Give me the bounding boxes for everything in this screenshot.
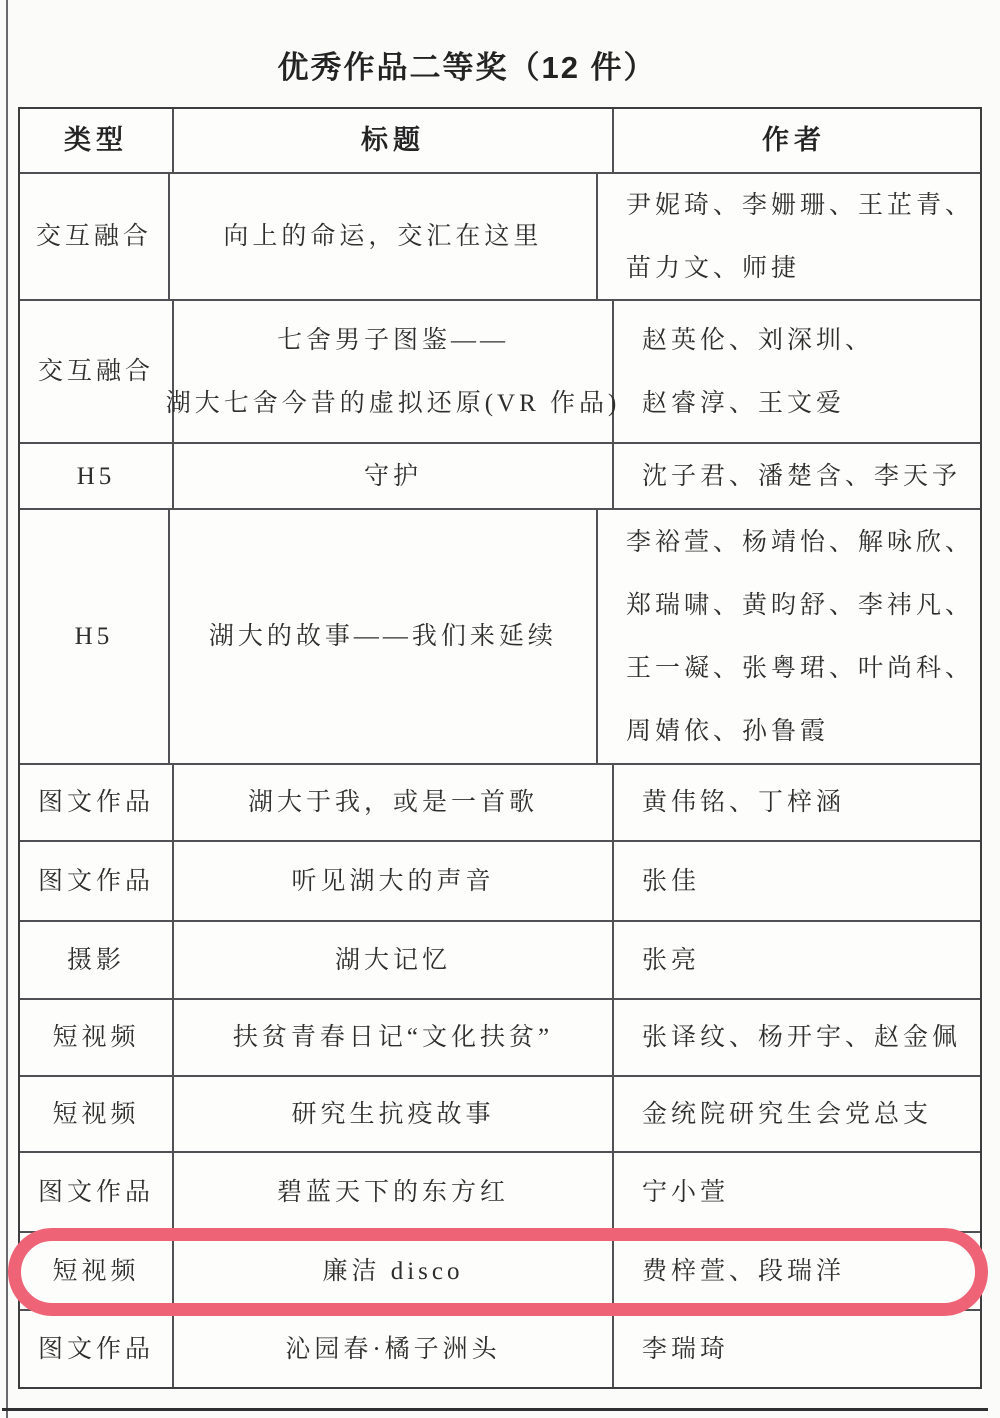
row-author-cell [598,174,980,299]
row-title-cell [174,1153,614,1231]
row-type-cell [20,174,170,299]
row-author-cell [614,922,980,998]
row-author-cell-line: 苗力文、师捷 [625,254,800,282]
table-row-highlighted [20,1233,980,1311]
row-title-cell [174,444,614,508]
row-author-cell [614,1077,980,1151]
row-title-cell [174,1000,614,1075]
header-title: 标题 [174,109,614,172]
row-author-cell [614,765,980,840]
table-row [20,922,980,1000]
row-author-cell-line: 张译纹、杨开宇、赵金佩 [642,1024,962,1051]
row-type-cell-line: 短视频 [52,1257,140,1285]
row-title-cell [174,765,614,840]
table-row [20,444,980,510]
row-title-cell [174,1311,614,1387]
row-author-cell [614,1233,980,1309]
table-row [20,174,980,301]
row-author-cell-line: 李瑞琦 [642,1335,730,1363]
row-type-cell [20,1311,174,1387]
row-type-cell [20,301,174,442]
table-body [20,174,980,1387]
table-row [20,1000,980,1077]
row-author-cell-line: 郑瑞啸、黄昀舒、李祎凡、 [625,591,974,619]
row-title-cell [174,1077,614,1151]
row-type-cell-line: 摄影 [66,946,125,974]
award-table [18,107,982,1389]
row-type-cell-line: 图文作品 [37,1178,154,1206]
row-author-cell-line: 赵英伦、刘深圳、 [642,326,875,354]
row-title-cell-line: 湖大记忆 [334,946,451,974]
row-type-cell-line: 图文作品 [37,867,154,895]
row-type-cell [20,922,174,998]
row-title-cell-line: 碧蓝天下的东方红 [276,1178,509,1206]
header-author: 作者 [762,125,826,155]
row-title-cell-line: 廉洁 disco [322,1257,464,1285]
row-type-cell [20,765,174,840]
table-row [20,765,980,842]
row-title-cell-line: 向上的命运，交汇在这里 [223,223,543,250]
row-title-cell [170,174,598,299]
row-author-cell-line: 王一凝、张粤珺、叶尚科、 [625,654,974,682]
table-row [20,301,980,444]
table-row [20,842,980,922]
page-edge-line [6,0,8,1418]
row-author-cell-line: 尹妮琦、李姗珊、王芷青、 [625,191,974,219]
row-author-cell [598,510,980,763]
row-type-cell-line: 交互融合 [35,223,152,250]
row-author-cell [614,301,980,442]
row-author-cell [614,1000,980,1075]
row-author-cell-line: 费梓萱、段瑞洋 [642,1257,846,1285]
row-type-cell-line: 图文作品 [37,789,154,816]
row-title-cell-line: 七舍男子图鉴—— [276,326,509,354]
row-type-cell-line: 图文作品 [37,1335,154,1363]
row-author-cell-line: 赵睿淳、王文爱 [642,389,846,417]
row-type-cell [20,1000,174,1075]
row-title-cell-line: 研究生抗疫故事 [291,1100,495,1128]
row-author-cell-line: 宁小萱 [642,1178,730,1206]
title-container [0,48,934,88]
row-author-cell-line: 张佳 [642,867,701,895]
row-title-cell [170,510,598,763]
row-author-cell-line: 黄伟铭、丁梓涵 [642,789,846,816]
row-title-cell-line: 扶贫青春日记“文化扶贫” [232,1024,554,1051]
row-type-cell [20,842,174,920]
row-author-cell [614,842,980,920]
row-type-cell-line: H5 [74,623,114,650]
row-title-cell-line: 湖大的故事——我们来延续 [208,623,557,650]
row-type-cell-line: 短视频 [52,1024,140,1051]
row-title-cell [174,922,614,998]
row-type-cell [20,510,170,763]
row-title-cell-line: 守护 [363,462,422,490]
row-title-cell-line: 听见湖大的声音 [291,867,495,895]
row-author-cell [614,1311,980,1387]
header-type: 类型 [20,109,174,172]
row-type-cell [20,1233,174,1309]
row-title-cell-line: 湖大于我，或是一首歌 [247,789,538,816]
row-title-cell-line: 沁园春·橘子洲头 [285,1335,501,1363]
row-author-cell-line: 沈子君、潘楚含、李天予 [642,462,962,490]
row-type-cell-line: 短视频 [52,1100,140,1128]
row-author-cell-line: 金统院研究生会党总支 [642,1100,933,1128]
row-type-cell [20,1077,174,1151]
row-type-cell [20,444,174,508]
next-table-top-border [2,1408,988,1411]
row-author-cell [614,1153,980,1231]
row-type-cell-line: H5 [76,462,116,490]
page-title: 优秀作品二等奖（12 件） [277,50,657,85]
row-author-cell-line: 周婧依、孙鲁霞 [625,717,829,745]
row-author-cell [614,444,980,508]
row-author-cell-line: 张亮 [642,946,701,974]
row-title-cell [165,301,621,442]
table-header-row [20,109,980,174]
table-row [20,1153,980,1233]
table-row [20,510,980,765]
row-type-cell [20,1153,174,1231]
row-author-cell-line: 李裕萱、杨靖怡、解咏欣、 [625,528,974,556]
table-row [20,1311,980,1387]
row-type-cell-line: 交互融合 [37,358,154,385]
row-title-cell-line: 湖大七舍今昔的虚拟还原(VR 作品) [165,389,621,417]
row-title-cell [174,842,614,920]
row-title-cell [174,1233,614,1309]
table-row [20,1077,980,1153]
